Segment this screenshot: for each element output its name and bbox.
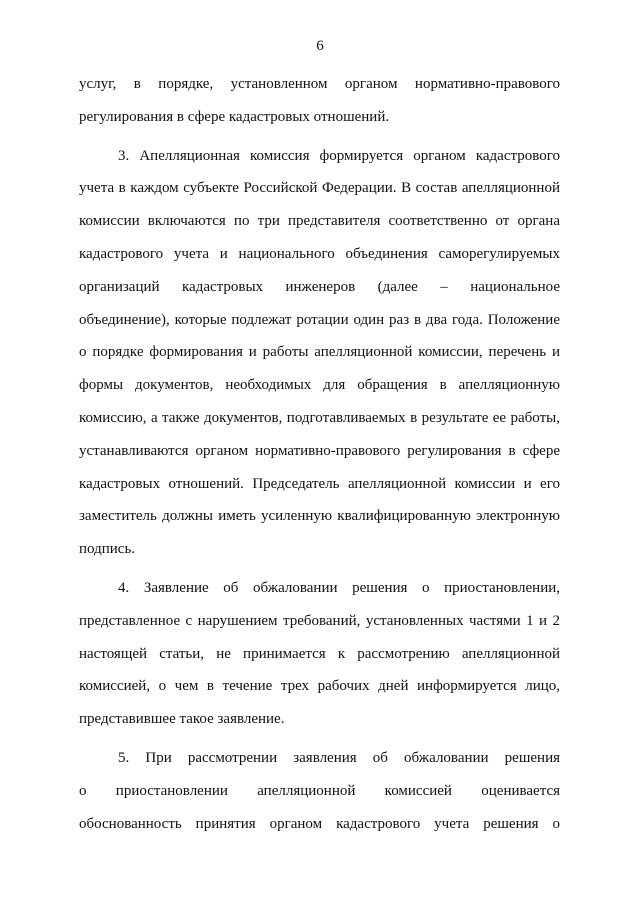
document-body — [79, 68, 560, 840]
paragraph-line: заместитель должны иметь усиленную квалифицированную электронную — [79, 508, 560, 525]
paragraph-line: кадастровых отношений. Председатель апелляционной комиссии и его — [79, 475, 560, 492]
paragraph-line: комиссии включаются по три представителя соответственно от органа — [79, 213, 560, 230]
paragraph-line: 4. Заявление об обжаловании решения о приостановлении, — [118, 579, 560, 596]
page-number: 6 — [316, 38, 324, 54]
paragraph-line: устанавливаются органом нормативно-правового регулирования в сфере — [79, 442, 560, 459]
paragraph-line: кадастрового учета и национального объединения саморегулируемых — [79, 245, 560, 262]
paragraph-line: представившее такое заявление. — [79, 711, 285, 728]
paragraph-line: организаций кадастровых инженеров (далее – национальное — [79, 278, 560, 295]
paragraph-line: представленное с нарушением требований, установленных частями 1 и 2 — [79, 612, 560, 629]
paragraph-line: 5. При рассмотрении заявления об обжаловании решения — [118, 749, 560, 766]
paragraph-line: услуг, в порядке, установленном органом нормативно-правового — [79, 76, 560, 92]
paragraph-line: объединение), которые подлежат ротации один раз в два года. Положение — [79, 311, 560, 328]
paragraph-line: обоснованность принятия органом кадастрового учета решения о — [79, 815, 560, 832]
paragraph-line: о порядке формирования и работы апелляционной комиссии, перечень и — [79, 344, 560, 361]
paragraph-line: регулирования в сфере кадастровых отношений. — [79, 108, 390, 125]
paragraph-line: формы документов, необходимых для обращения в апелляционную — [79, 377, 560, 394]
paragraph-line: комиссию, а также документов, подготавливаемых в результате ее работы, — [79, 409, 560, 426]
paragraph-line: комиссией, о чем в течение трех рабочих дней информируется лицо, — [79, 678, 560, 695]
paragraph-line: учета в каждом субъекте Российской Федерации. В состав апелляционной — [79, 180, 560, 197]
paragraph-line: подпись. — [79, 541, 136, 558]
paragraph-line: о приостановлении апелляционной комиссией оценивается — [79, 782, 560, 799]
paragraph-line: 3. Апелляционная комиссия формируется органом кадастрового — [118, 147, 560, 164]
paragraph-line: настоящей статьи, не принимается к рассмотрению апелляционной — [79, 645, 560, 662]
